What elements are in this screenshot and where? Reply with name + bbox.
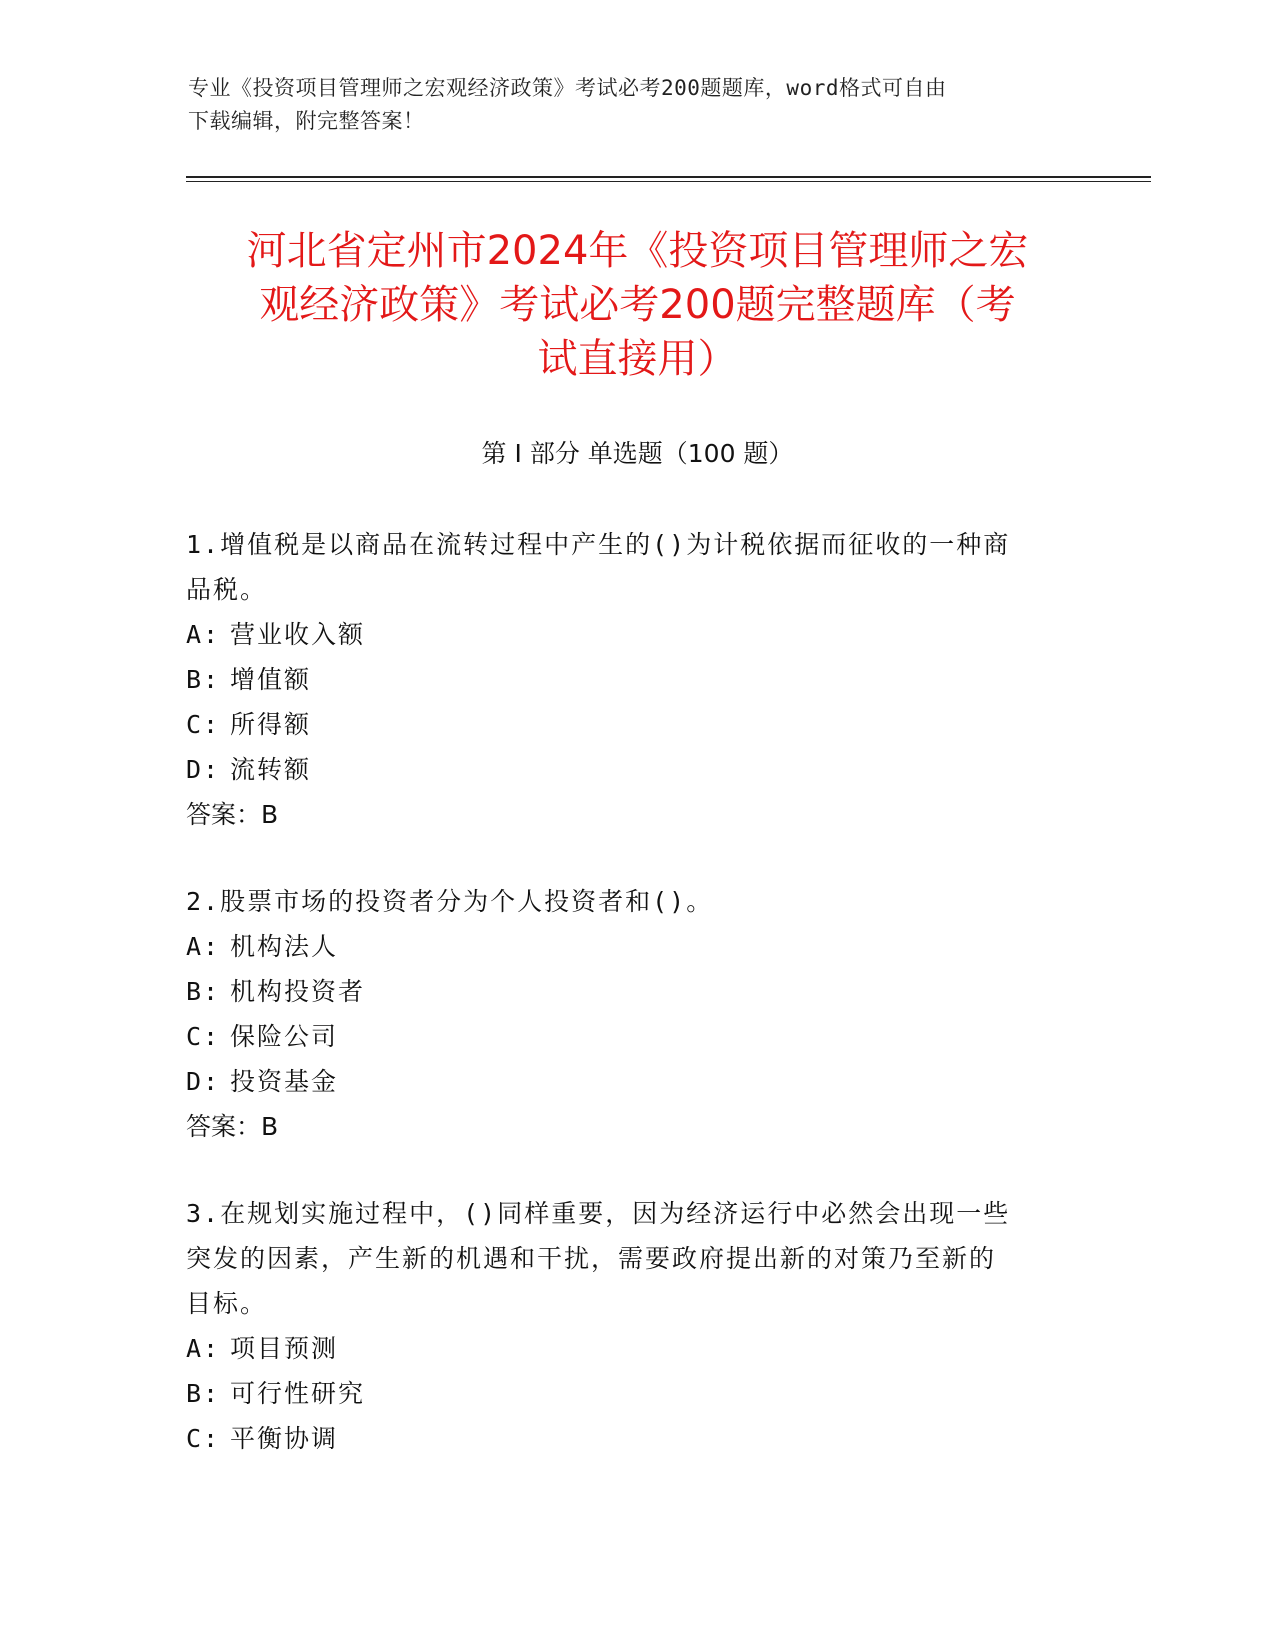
question-option-a bbox=[186, 1326, 1066, 1371]
option-text: 机构法人 bbox=[230, 932, 339, 961]
option-text: 机构投资者 bbox=[230, 977, 366, 1006]
document-title-line: 观经济政策》考试必考200题完整题库（考 bbox=[259, 282, 1016, 328]
question-list bbox=[186, 522, 1066, 1503]
option-key: A: bbox=[186, 932, 221, 961]
document-title-line: 河北省定州市2024年《投资项目管理师之宏 bbox=[246, 228, 1029, 274]
option-key: A: bbox=[186, 620, 221, 649]
question-option-b bbox=[186, 1371, 1066, 1416]
header-note bbox=[188, 72, 1068, 138]
option-key: C: bbox=[186, 710, 221, 739]
question-answer: 答案：B bbox=[186, 1112, 279, 1141]
question-option-a bbox=[186, 612, 1066, 657]
question-option-a bbox=[186, 924, 1066, 969]
question-option-c bbox=[186, 702, 1066, 747]
option-key: B: bbox=[186, 1379, 221, 1408]
question-stem-line: 1.增值税是以商品在流转过程中产生的()为计税依据而征收的一种商 bbox=[186, 530, 1011, 559]
question-option-c bbox=[186, 1416, 1066, 1461]
question-item bbox=[186, 1191, 1066, 1461]
question-option-d bbox=[186, 1059, 1066, 1104]
option-key: C: bbox=[186, 1022, 221, 1051]
option-text: 增值额 bbox=[230, 665, 312, 694]
option-key: A: bbox=[186, 1334, 221, 1363]
option-text: 平衡协调 bbox=[230, 1424, 339, 1453]
option-key: D: bbox=[186, 1067, 221, 1096]
option-key: B: bbox=[186, 665, 221, 694]
option-text: 所得额 bbox=[230, 710, 312, 739]
document-title-line: 试直接用） bbox=[537, 336, 738, 382]
question-answer: 答案：B bbox=[186, 800, 279, 829]
question-stem-line: 品税。 bbox=[186, 575, 268, 604]
option-text: 项目预测 bbox=[230, 1334, 339, 1363]
question-stem-line: 3.在规划实施过程中，()同样重要，因为经济运行中必然会出现一些 bbox=[186, 1199, 1011, 1228]
question-option-c bbox=[186, 1014, 1066, 1059]
question-stem-line: 突发的因素，产生新的机遇和干扰，需要政府提出新的对策乃至新的 bbox=[186, 1244, 997, 1273]
section-heading: 第 I 部分 单选题（100 题） bbox=[481, 439, 794, 468]
question-item bbox=[186, 879, 1066, 1149]
question-option-b bbox=[186, 969, 1066, 1014]
option-key: C: bbox=[186, 1424, 221, 1453]
header-note-line: 下载编辑，附完整答案！ bbox=[188, 109, 425, 133]
header-rule-thick bbox=[186, 176, 1151, 178]
question-item bbox=[186, 522, 1066, 837]
question-stem-line: 2.股票市场的投资者分为个人投资者和()。 bbox=[186, 887, 714, 916]
option-key: B: bbox=[186, 977, 221, 1006]
option-text: 营业收入额 bbox=[230, 620, 366, 649]
document-title bbox=[170, 224, 1105, 386]
question-stem-line: 目标。 bbox=[186, 1289, 268, 1318]
header-rule-thin bbox=[186, 181, 1151, 182]
option-text: 可行性研究 bbox=[230, 1379, 366, 1408]
question-option-b bbox=[186, 657, 1066, 702]
header-note-line: 专业《投资项目管理师之宏观经济政策》考试必考200题题库，word格式可自由 bbox=[188, 76, 947, 100]
option-text: 保险公司 bbox=[230, 1022, 339, 1051]
option-text: 投资基金 bbox=[230, 1067, 339, 1096]
option-key: D: bbox=[186, 755, 221, 784]
option-text: 流转额 bbox=[230, 755, 312, 784]
question-option-d bbox=[186, 747, 1066, 792]
